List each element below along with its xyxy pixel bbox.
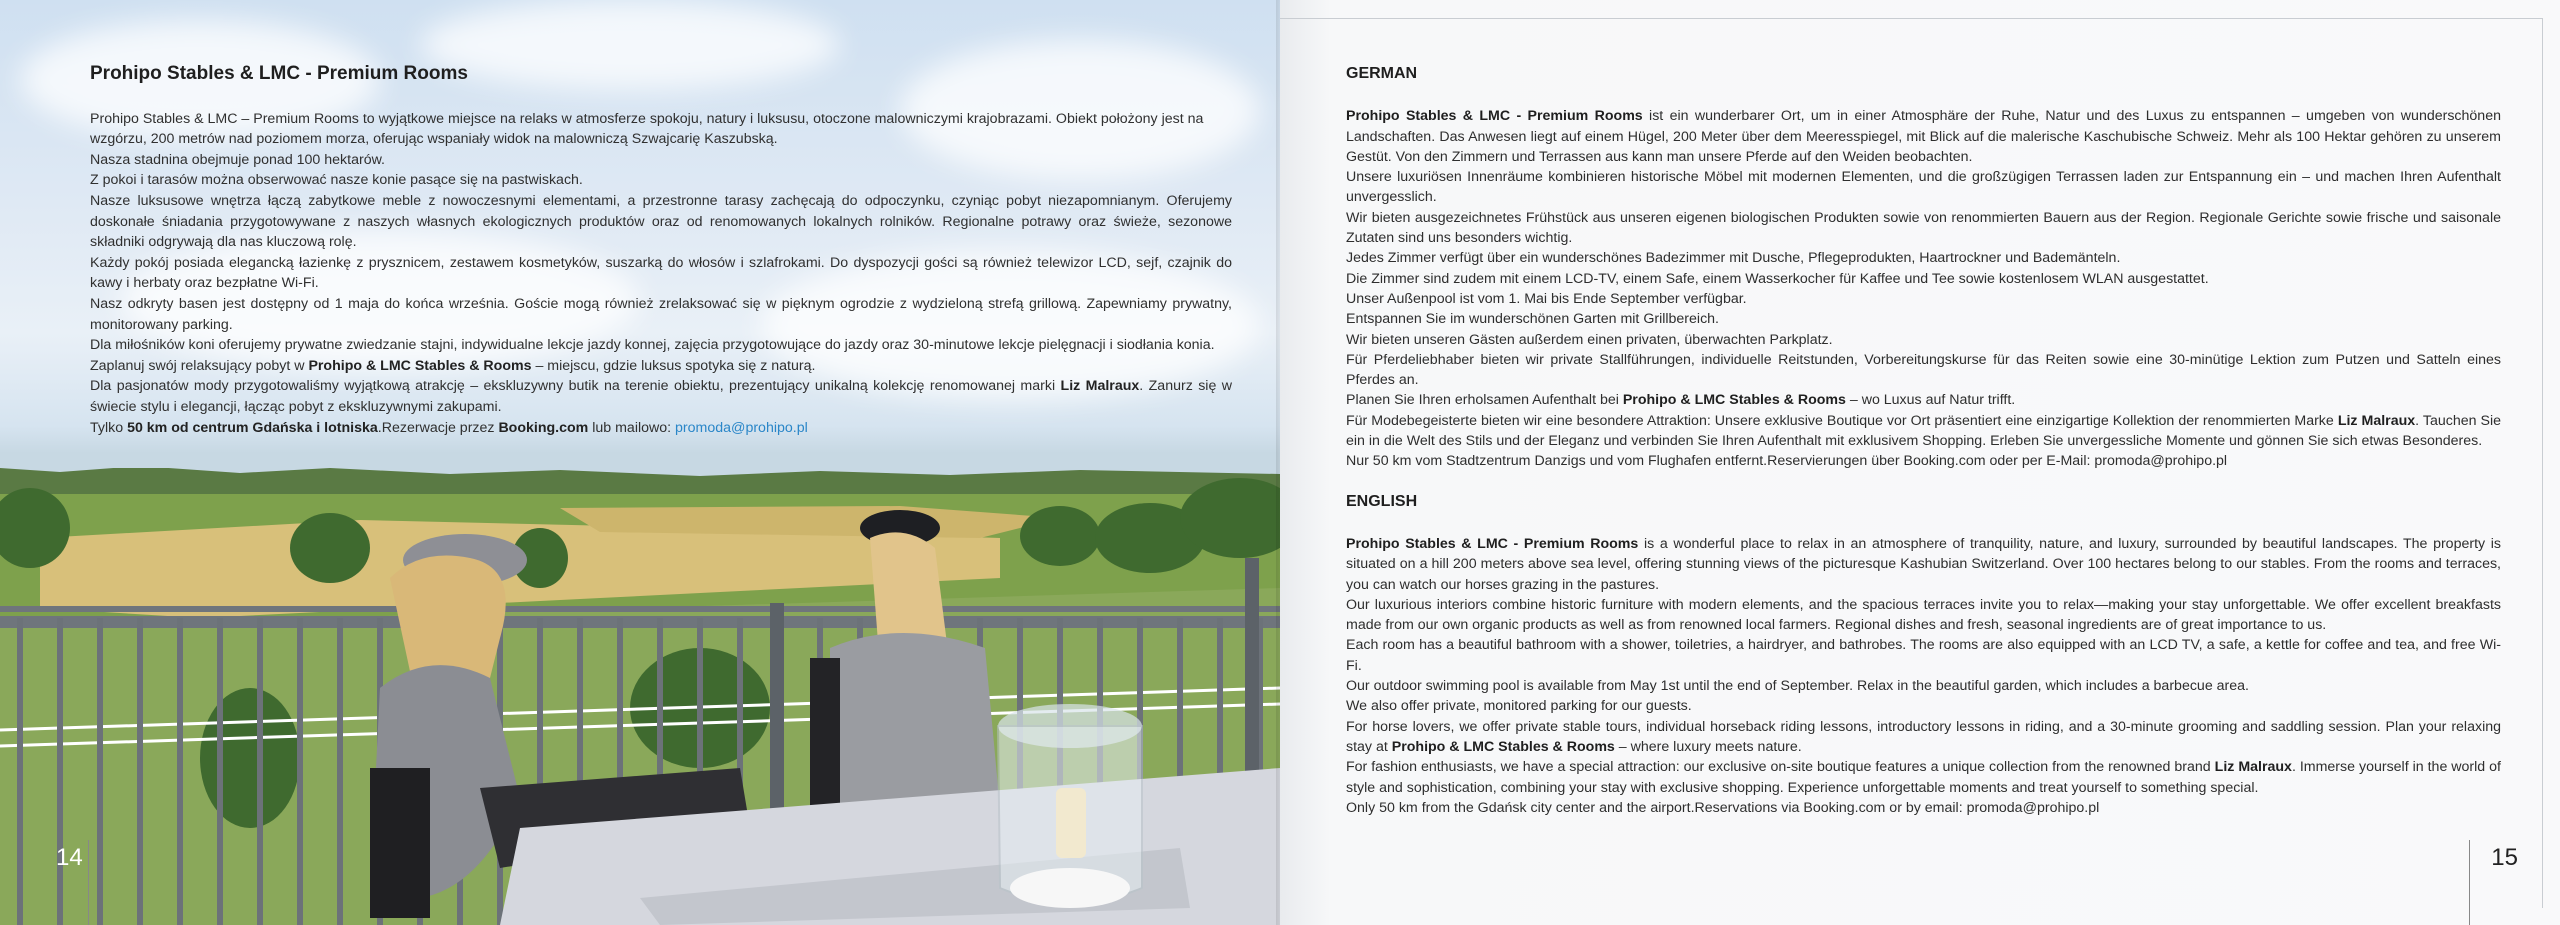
brand-liz-malraux: Liz Malraux	[2337, 412, 2416, 429]
english-paragraph-horse	[1346, 717, 2501, 758]
english-paragraph	[1346, 534, 2501, 595]
german-paragraph-contact: Nur 50 km vom Stadtzentrum Danzigs und vom Flughafen entfernt.Reservierungen über Booking.com oder per E-Mail: promoda@prohipo.pl	[1346, 453, 2228, 470]
text-span: Dla pasjonatów mody przygotowaliśmy wyjątkową atrakcję – ekskluzywny butik na terenie obiektu, prezentujący unikalną kolekcję renomowanej marki	[90, 378, 1061, 395]
english-paragraph-contact: Only 50 km from the Gdańsk city center and the airport.Reservations via Booking.com or by email: promoda@prohipo.pl	[1346, 799, 2100, 816]
left-paragraph: Nasz odkryty basen jest dostępny od 1 maja do końca września. Goście mogą również zrelaksować się w pięknym ogrodzie z wydzieloną strefą grillową. Zapewniamy prywatny, monitorowany parking.	[90, 295, 1232, 333]
frame-line	[1280, 18, 2542, 19]
brand-name: Prohipo Stables & LMC - Premium Rooms	[1346, 535, 1639, 552]
distance-text: 50 km od centrum Gdańska i lotniska	[127, 419, 378, 436]
german-paragraph: Unsere luxuriösen Innenräume kombinieren historische Möbel mit modernen Elementen, und die großzügigen Terrassen laden zur Entspannung ein – und machen Ihren Aufenthalt unvergesslich.	[1346, 169, 2501, 206]
text-span: . Tauchen Sie ein in die Welt des Stils und der Eleganz und verbinden Sie Ihren Aufenthalt mit exklusivem Shopping. Erleben Sie unvergessliche Momente und gönnen Sie sich etwas Besonderes.	[1346, 412, 2502, 450]
text-span: Tylko	[90, 419, 128, 436]
text-span: – miejscu, gdzie luksus spotyka się z naturą.	[531, 357, 816, 374]
english-paragraph: Our outdoor swimming pool is available from May 1st until the end of September. Relax in the beautiful garden, which includes a barbecue area.	[1346, 678, 2249, 695]
left-paragraph: Prohipo Stables & LMC – Premium Rooms to wyjątkowe miejsce na relaks w atmosferze spokoju, natury i luksusu, otoczone malowniczymi krajobrazami. Obiekt położony jest na wzgórzu, 200 metrów nad poziomem morza, oferując wspaniały widok na malowniczą Szwajcarię Kaszubską.	[90, 110, 1204, 148]
text-span: – where luxury meets nature.	[1614, 738, 1802, 755]
page-number-divider	[2469, 840, 2470, 925]
german-paragraph-fashion	[1346, 411, 2501, 452]
brand-name: Prohipo Stables & LMC - Premium Rooms	[1346, 108, 1643, 125]
text-span: lub mailowo:	[588, 419, 676, 436]
german-paragraph: Wir bieten ausgezeichnetes Frühstück aus unseren eigenen biologischen Produkten sowie von renommierten Bauern aus der Region. Regionale Gerichte sowie frische und saisonale Zutaten sind uns besonders wichtig.	[1346, 209, 2501, 247]
text-span: For fashion enthusiasts, we have a special attraction: our exclusive on-site boutique features a unique collection from the renowned brand	[1346, 759, 2215, 776]
left-page-text	[90, 64, 1232, 438]
text-span: ist ein wunderbarer Ort, um in einer Atmosphäre der Ruhe, Natur und des Luxus zu entspannen – umgeben von wunderschönen Landschaften. Das Anwesen liegt auf einem Hügel, 200 Meter über dem Meeresspiegel, mit Blick auf die malerische Kaschubische Schweiz. Mehr als 100 Hektar gehören zu unserem Gestüt. Von den Zimmern und Terrassen aus kann man unsere Pferde auf den Weiden beobachten.	[1346, 108, 2501, 165]
left-paragraph-plan	[90, 356, 1232, 377]
brand-name: Prohipo & LMC Stables & Rooms	[1622, 392, 1846, 409]
terrace-photo	[0, 468, 1280, 925]
left-paragraph: Nasze luksusowe wnętrza łączą zabytkowe meble z nowoczesnymi elementami, a przestronne tarasy zachęcają do odpoczynku, czyniąc pobyt niezapomnianym. Oferujemy doskonałe śniadania przygotowywane z naszych własnych ekologicznych produktów oraz od renomowanych lokalnych rolników. Regionalne potrawy oraz świeże, sezonowe składniki odgrywają dla nas kluczową rolę.	[90, 192, 1232, 251]
german-paragraph-plan	[1346, 390, 2501, 410]
german-paragraph: Jedes Zimmer verfügt über ein wunderschönes Badezimmer mit Dusche, Pflegeprodukten, Haartrockner und Bademänteln.	[1346, 250, 2121, 267]
text-span: Zaplanuj swój relaksujący pobyt w	[90, 357, 309, 374]
left-paragraph: Nasza stadnina obejmuje ponad 100 hektarów.	[90, 151, 385, 168]
german-paragraph: Wir bieten unseren Gästen außerdem einen privaten, überwachten Parkplatz.	[1346, 331, 1833, 348]
page-number-divider	[88, 840, 89, 925]
right-page-text	[1346, 64, 2501, 818]
english-heading: ENGLISH	[1346, 492, 1418, 510]
english-paragraph: We also offer private, monitored parking for our guests.	[1346, 698, 1692, 715]
left-paragraph: Każdy pokój posiada elegancką łazienkę z prysznicem, zestawem kosmetyków, suszarką do włosów i szlafrokami. Do dyspozycji gości są również telewizor LCD, sejf, czajnik do kawy i herbaty oraz bezpłatne Wi-Fi.	[90, 254, 1232, 292]
brand-liz-malraux: Liz Malraux	[2214, 759, 2292, 776]
page-number: 14	[56, 844, 83, 871]
page-number: 15	[2491, 844, 2518, 871]
text-span: – wo Luxus auf Natur trifft.	[1845, 392, 2016, 409]
text-span: .Rezerwacje przez	[377, 419, 499, 436]
left-paragraph-contact	[90, 418, 1232, 439]
english-paragraph: Each room has a beautiful bathroom with a shower, toiletries, a hairdryer, and bathrobes. The rooms are also equipped with an LCD TV, a safe, a kettle for coffee and tea, and free Wi-Fi.	[1346, 637, 2501, 674]
left-page-title: Prohipo Stables & LMC - Premium Rooms	[90, 63, 468, 84]
german-paragraph: Entspannen Sie im wunderschönen Garten mit Grillbereich.	[1346, 311, 1720, 328]
english-paragraph-fashion	[1346, 757, 2501, 798]
german-heading: GERMAN	[1346, 65, 1418, 82]
left-paragraph: Z pokoi i tarasów można obserwować nasze konie pasące się na pastwiskach.	[90, 172, 583, 189]
email-link[interactable]: promoda@prohipo.pl	[675, 419, 808, 436]
german-paragraph	[1346, 106, 2501, 167]
frame-line	[2542, 18, 2543, 908]
left-paragraph-fashion	[90, 376, 1232, 417]
brand-name: Prohipo & LMC Stables & Rooms	[308, 357, 532, 374]
german-paragraph: Unser Außenpool ist vom 1. Mai bis Ende September verfügbar.	[1346, 290, 1747, 307]
left-paragraph: Dla miłośników koni oferujemy prywatne zwiedzanie stajni, indywidualne lekcje jazdy konnej, zajęcia przygotowujące do jazdy oraz 30-minutowe lekcje pielęgnacji i siodłania konia.	[90, 337, 1215, 354]
brand-liz-malraux: Liz Malraux	[1060, 378, 1140, 395]
brand-name: Prohipo & LMC Stables & Rooms	[1391, 738, 1615, 755]
booking-name: Booking.com	[498, 419, 589, 436]
german-paragraph: Für Pferdeliebhaber bieten wir private Stallführungen, individuelle Reitstunden, Vorbereitungskurse für das Reiten sowie eine 30-minütige Lektion zum Putzen und Satteln eines Pferdes an.	[1346, 351, 2501, 389]
text-span: . Immerse yourself in the world of style and sophistication, combining your stay with exclusive shopping. Experience unforgettable moments and treat yourself to something special.	[1346, 759, 2501, 796]
right-page	[1280, 0, 2560, 925]
english-paragraph: Our luxurious interiors combine historic furniture with modern elements, and the spacious terraces invite you to relax—making your stay unforgettable. We offer excellent breakfasts made from our own organic products as well as from renowned local farmers. Regional dishes and fresh, seasonal ingredients are of great importance to us.	[1346, 596, 2501, 634]
text-span: For horse lovers, we offer private stable tours, individual horseback riding lessons, introductory lessons in riding, and a 30-minute grooming and saddling session. Plan your relaxing stay at	[1346, 718, 2501, 755]
german-paragraph: Die Zimmer sind zudem mit einem LCD-TV, einem Safe, einem Wasserkocher für Kaffee und Tee sowie kostenlosem WLAN ausgestattet.	[1346, 270, 2209, 287]
text-span: . Zanurz się w świecie stylu i elegancji, łącząc pobyt z ekskluzywnymi zakupami.	[90, 378, 1233, 415]
text-span: Für Modebegeisterte bieten wir eine besondere Attraktion: Unsere exklusive Boutique vor Ort präsentiert eine einzigartige Kollektion der renommierten Marke	[1346, 412, 2338, 429]
text-span: is a wonderful place to relax in an atmosphere of tranquility, nature, and luxury, surrounded by beautiful landscapes. The property is situated on a hill 200 meters above sea level, offering stunning views of the picturesque Kashubian Switzerland. Over 100 hectares belong to our stables. From the rooms and terraces, you can watch our horses grazing in the pastures.	[1346, 535, 2501, 593]
text-span: Planen Sie Ihren erholsamen Aufenthalt bei	[1346, 392, 1623, 409]
